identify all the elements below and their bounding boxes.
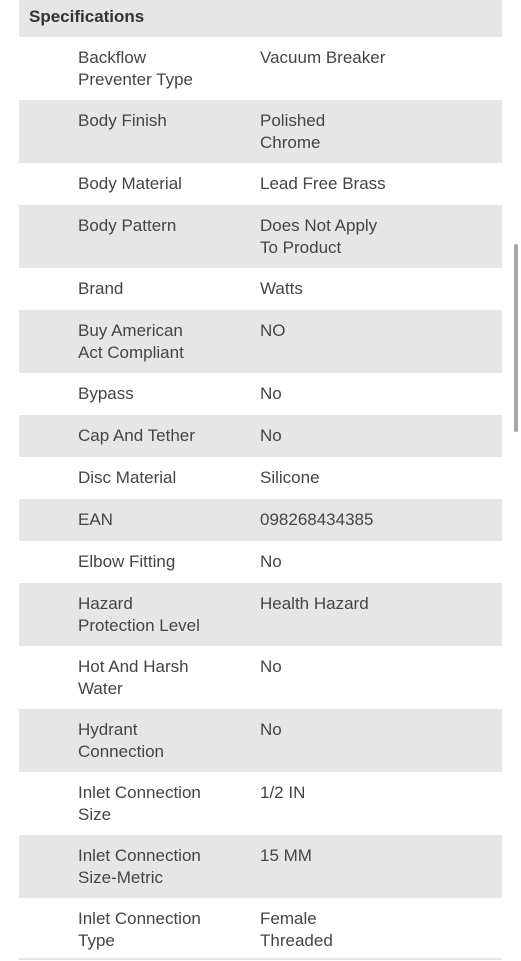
spec-key: Inlet Connection Size-Metric — [78, 846, 201, 887]
specifications-title: Specifications — [19, 0, 502, 37]
spec-row — [19, 898, 502, 961]
spec-row — [19, 205, 502, 268]
spec-value: 098268434385 — [260, 510, 374, 529]
spec-row — [19, 373, 502, 415]
spec-value: No — [260, 720, 282, 739]
spec-row — [19, 709, 502, 772]
spec-value: NO — [260, 321, 286, 340]
spec-key: Hazard Protection Level — [78, 594, 200, 635]
spec-row — [19, 415, 502, 457]
spec-value: 1/2 IN — [260, 783, 306, 802]
spec-key: Elbow Fitting — [78, 552, 176, 571]
spec-key: Brand — [78, 279, 124, 298]
spec-key: Cap And Tether — [78, 426, 195, 445]
spec-row — [19, 583, 502, 646]
spec-value: Watts — [260, 279, 303, 298]
spec-row — [19, 499, 502, 541]
spec-value: Female Threaded — [260, 909, 333, 950]
spec-key: Backflow Preventer Type — [78, 48, 193, 89]
scrollbar[interactable] — [514, 244, 518, 432]
spec-value: Does Not Apply To Product — [260, 216, 378, 257]
spec-value: Health Hazard — [260, 594, 369, 613]
spec-key: Inlet Connection Type — [78, 909, 201, 950]
spec-key: Hot And Harsh Water — [78, 657, 189, 698]
spec-value: Polished Chrome — [260, 111, 326, 152]
specifications-table — [19, 0, 502, 961]
spec-row — [19, 268, 502, 310]
spec-value: No — [260, 657, 282, 676]
spec-key: EAN — [78, 510, 113, 529]
spec-row — [19, 772, 502, 835]
spec-value: No — [260, 384, 282, 403]
spec-key: Body Finish — [78, 111, 167, 130]
spec-value: No — [260, 552, 282, 571]
spec-key: Inlet Connection Size — [78, 783, 201, 824]
spec-value: Lead Free Brass — [260, 174, 386, 193]
spec-row — [19, 100, 502, 163]
spec-row — [19, 457, 502, 499]
spec-value: No — [260, 426, 282, 445]
spec-value: Silicone — [260, 468, 320, 487]
spec-value: 15 MM — [260, 846, 312, 865]
spec-key: Body Pattern — [78, 216, 177, 235]
spec-row — [19, 541, 502, 583]
spec-key: Buy American Act Compliant — [78, 321, 184, 362]
spec-row — [19, 835, 502, 898]
spec-row — [19, 37, 502, 100]
spec-row — [19, 163, 502, 205]
spec-row — [19, 310, 502, 373]
spec-key: Bypass — [78, 384, 134, 403]
spec-key: Hydrant Connection — [78, 720, 165, 761]
spec-value: Vacuum Breaker — [260, 48, 386, 67]
spec-key: Body Material — [78, 174, 182, 193]
spec-key: Disc Material — [78, 468, 177, 487]
spec-row — [19, 646, 502, 709]
